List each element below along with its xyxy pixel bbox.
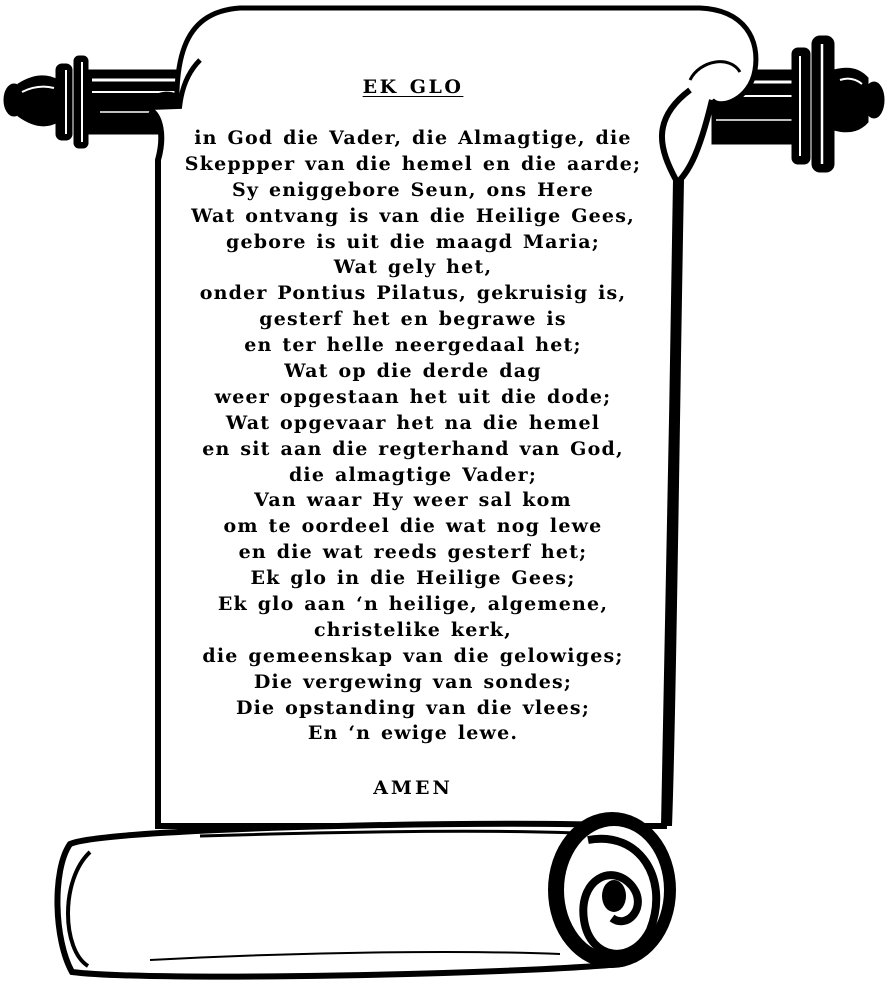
creed-line: Van waar Hy weer sal kom <box>254 489 572 512</box>
creed-line: weer opgestaan het uit die dode; <box>214 385 612 408</box>
creed-line: Wat op die derde dag <box>284 360 542 383</box>
creed-line: en sit aan die regterhand van God, <box>202 437 624 460</box>
creed-line: Wat gely het, <box>333 256 493 279</box>
creed-line: Die vergewing van sondes; <box>253 670 573 693</box>
creed-lines <box>160 126 666 747</box>
title-wrapper <box>160 74 666 126</box>
bottom-scroll-roll <box>57 812 676 977</box>
creed-line: christelike kerk, <box>314 618 512 641</box>
creed-line: Wat ontvang is van die Heilige Gees, <box>191 204 635 227</box>
creed-line: en die wat reeds gesterf het; <box>238 541 588 564</box>
creed-line: gebore is uit die maagd Maria; <box>225 230 600 253</box>
creed-line: die gemeenskap van die gelowiges; <box>202 644 624 667</box>
closing-amen: AMEN <box>373 777 453 800</box>
creed-line: in God die Vader, die Almagtige, die <box>194 127 632 149</box>
creed-line: die almagtige Vader; <box>288 463 538 486</box>
creed-line: Wat opgevaar het na die hemel <box>225 411 601 434</box>
creed-line: onder Pontius Pilatus, gekruisig is, <box>199 282 627 305</box>
creed-line: Skeppper van die hemel en die aarde; <box>184 152 642 175</box>
document-title: EK GLO <box>362 76 464 98</box>
creed-line: Ek glo in die Heilige Gees; <box>250 567 576 590</box>
creed-line: om te oordeel die wat nog lewe <box>223 515 603 538</box>
creed-line: Ek glo aan ‘n heilige, algemene, <box>217 593 609 616</box>
creed-line: Sy eniggebore Seun, ons Here <box>231 178 595 201</box>
creed-line: en ter helle neergedaal het; <box>244 334 582 357</box>
creed-line: Die opstanding van die vlees; <box>235 696 591 719</box>
creed-line: En ‘n ewige lewe. <box>307 722 519 745</box>
creed-text-block <box>160 74 666 801</box>
creed-line: gesterf het en begrawe is <box>259 308 567 331</box>
